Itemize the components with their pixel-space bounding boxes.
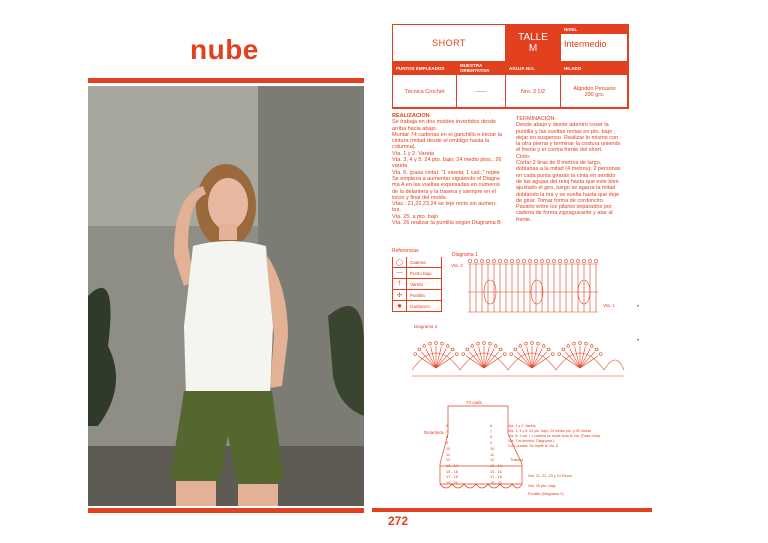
bullet-icon: • bbox=[637, 338, 640, 344]
terminacion-line: Desde abajo y desde adentro coser la bbox=[516, 122, 609, 129]
picot-mark bbox=[429, 342, 432, 345]
schematic-right-number: 15 - 16 bbox=[490, 469, 502, 474]
picot-mark bbox=[435, 342, 438, 345]
picot-mark bbox=[595, 348, 598, 351]
legend-name: Vareta bbox=[410, 281, 423, 287]
chain-mark bbox=[594, 259, 597, 262]
terminacion-line: el frente y el contra frente del short. bbox=[516, 147, 603, 154]
picot-mark bbox=[494, 345, 497, 348]
picot-mark bbox=[514, 348, 517, 351]
chain-mark bbox=[540, 259, 543, 262]
picot-mark bbox=[446, 345, 449, 348]
picot-mark bbox=[567, 345, 570, 348]
diagram2-title: Diagrama 2 bbox=[414, 324, 438, 329]
legend-title: Referencias bbox=[392, 248, 419, 254]
bobble-icon: ✹ bbox=[393, 301, 407, 311]
talle-value: M bbox=[528, 43, 538, 54]
realizacion-line: Vta. 6: (pasa cinta): "1 vareta; 1 cad.;" repite bbox=[392, 169, 500, 176]
terminacion-section bbox=[516, 116, 628, 223]
chain-mark bbox=[492, 259, 495, 262]
realizacion-heading: REALIZACION bbox=[392, 113, 430, 119]
chain-mark bbox=[534, 259, 537, 262]
realizacion-line: columna). bbox=[392, 144, 417, 151]
schematic-right-number: 12 bbox=[490, 458, 495, 463]
terminacion-line: doblando la tira y se suelta hasta que deje bbox=[516, 191, 620, 198]
diagram1-chart bbox=[462, 258, 602, 318]
double-crochet-icon: † bbox=[393, 279, 407, 289]
chain-mark bbox=[498, 259, 501, 262]
schematic-right-number: 8 bbox=[490, 435, 493, 440]
stitch-legend bbox=[392, 248, 442, 312]
picot-mark bbox=[519, 345, 522, 348]
picot-mark bbox=[462, 353, 465, 356]
schematic-left-number: 11 bbox=[446, 452, 450, 457]
diagram2-chart bbox=[408, 330, 628, 386]
nivel-value: Intermedio bbox=[564, 39, 607, 49]
schematic-left-number: 12 bbox=[446, 458, 451, 463]
legend-row bbox=[392, 268, 442, 279]
realizacion-line: vareta bbox=[392, 163, 408, 170]
terminacion-line: la otra pierna y terminar la costura uniendo bbox=[516, 141, 621, 148]
model-photo bbox=[88, 86, 364, 506]
schematic-note: Vta. 3, 4 y 5: 24 pto. bajo; 24 medio pto. y 26 Vareta bbox=[508, 429, 591, 433]
schematic-right-number: 7 bbox=[490, 429, 493, 434]
col-muestra: MUESTRA ORIENTATIVA bbox=[456, 61, 506, 75]
schematic-puntilla: Puntilla (Diagrama 2) bbox=[528, 492, 564, 496]
realizacion-line: tos. bbox=[392, 207, 401, 214]
picot-mark bbox=[562, 348, 565, 351]
diagram1-vta2: Vta. 2 bbox=[451, 263, 463, 268]
schematic-left-number: 15 - 16 bbox=[446, 469, 458, 474]
picot-mark bbox=[547, 348, 550, 351]
schematic-right-number: 17 - 18 bbox=[490, 475, 502, 480]
legend-name: Puntilla bbox=[410, 292, 425, 298]
val-hilado-2: 290 grs. bbox=[584, 91, 605, 98]
schematic-right-number: 10 bbox=[490, 446, 495, 451]
chain-mark bbox=[552, 259, 555, 262]
garment-title: SHORT bbox=[432, 38, 466, 48]
schematic-top-width: 74 cads. bbox=[466, 400, 484, 405]
legend-row bbox=[392, 279, 442, 290]
schematic-recto: Vta. 21, 22, 23 y 24 Recto bbox=[528, 474, 572, 478]
realizacion-line: Se trabaja en dos moldes invertidos desde bbox=[392, 119, 496, 126]
schematic-left-number: 17 - 18 bbox=[446, 475, 458, 480]
chain-mark bbox=[468, 259, 471, 262]
page-bottom-bar bbox=[372, 508, 652, 512]
col-aguja: AGUJA Nro. bbox=[505, 61, 561, 75]
chain-mark bbox=[510, 259, 513, 262]
chain-mark bbox=[522, 259, 525, 262]
realizacion-line: Vta. 26 realizar la puntilla según Diagrama B bbox=[392, 220, 501, 227]
picot-mark bbox=[542, 345, 545, 348]
terminacion-line: en cada punta girarán la cinta en sentido bbox=[516, 172, 616, 179]
picot-mark bbox=[451, 348, 454, 351]
picot-mark bbox=[414, 353, 417, 356]
picot-mark bbox=[590, 345, 593, 348]
val-aguja: Nro. 3 1/2 bbox=[505, 74, 561, 109]
bullet-icon: • bbox=[637, 304, 640, 310]
terminacion-line: Cinto: bbox=[516, 153, 531, 160]
realizacion-line: de la delantera y la trasera y siempre en el bbox=[392, 188, 496, 195]
legend-row bbox=[392, 257, 442, 268]
terminacion-line: de girar. Tomar forma de cordoncito. bbox=[516, 197, 605, 204]
photo-bottom-bar bbox=[88, 508, 364, 513]
legend-row bbox=[392, 301, 442, 312]
picot-mark bbox=[558, 353, 561, 356]
val-muestra: —— bbox=[456, 74, 506, 109]
picot-mark bbox=[531, 342, 534, 345]
picot-mark bbox=[455, 353, 458, 356]
nivel-label: NIVEL bbox=[561, 25, 628, 34]
schematic-note: Vta. 7 al término: Diagrama 1 bbox=[508, 439, 555, 443]
realizacion-line: inicio y final del molde. bbox=[392, 194, 448, 201]
chain-mark bbox=[582, 259, 585, 262]
schematic-left-number: 7 bbox=[446, 429, 449, 434]
legend-row bbox=[392, 290, 442, 301]
schematic-left-number: 10 bbox=[446, 446, 451, 451]
schematic-right-number: 13 - 14 bbox=[490, 463, 502, 468]
col-hilado: HILADO bbox=[560, 61, 629, 75]
chain-mark bbox=[558, 259, 561, 262]
terminacion-line: ajustado el giro, luego se agarra la mitad bbox=[516, 185, 616, 192]
chain-mark bbox=[576, 259, 579, 262]
realizacion-line: Se empieza a aumentar siguiendo el Diagra- bbox=[392, 175, 501, 182]
terminacion-line: doblarlas a la mitad (4 metros); 2 personas bbox=[516, 166, 621, 173]
chain-mark bbox=[474, 259, 477, 262]
terminacion-line: de las agujas del reloj hasta que este bien bbox=[516, 178, 619, 185]
picot-mark bbox=[585, 342, 588, 345]
picot-mark bbox=[477, 342, 480, 345]
brand-logo: nube bbox=[190, 34, 259, 65]
talle-label: TALLE bbox=[518, 32, 548, 43]
schematic-note: Con. puntas. Se repite la Vta. 8 bbox=[508, 444, 558, 448]
realizacion-line: Montar 74 cadenas en el ganchillo e iniciar la bbox=[392, 131, 503, 138]
picot-mark bbox=[510, 353, 513, 356]
picot-mark bbox=[503, 353, 506, 356]
picot-mark bbox=[483, 342, 486, 345]
realizacion-line: arriba hacia abajo. bbox=[392, 125, 438, 132]
schematic-right-number: 6 bbox=[490, 424, 493, 428]
picot-mark bbox=[471, 345, 474, 348]
picot-mark bbox=[573, 342, 576, 345]
schematic-note: Vta. 6: 1 var. / 1 cadena se repite toda la Vta. (Pasa cinta) bbox=[508, 434, 601, 438]
schematic-left-number: 9 bbox=[446, 441, 449, 446]
legend-name: Cadena bbox=[410, 259, 426, 265]
realizacion-line: Vtas.: 21,22,23,24 se teje recto sin aumen- bbox=[392, 201, 497, 208]
picot-mark bbox=[441, 342, 444, 345]
realizacion-line: Vta. 1 y 2: Vareta bbox=[392, 150, 435, 157]
schematic-left-number: 19 - 20 bbox=[446, 481, 458, 486]
terminacion-line: Cortar 2 tiras de 8 metros de largo, bbox=[516, 160, 602, 167]
schematic-right-number: 19 - 20 bbox=[490, 481, 502, 486]
terminacion-line: cadena de forma zigzagueante y atar al bbox=[516, 210, 613, 217]
diagram1-title: Diagrama 1 bbox=[452, 252, 478, 258]
picot-mark bbox=[489, 342, 492, 345]
photo-top-bar bbox=[88, 78, 364, 83]
chain-mark bbox=[588, 259, 591, 262]
schematic-vta25: Vta. 25 pto. bajo bbox=[528, 484, 556, 488]
chain-mark bbox=[480, 259, 483, 262]
schematic-left-number: 6 bbox=[446, 424, 449, 428]
terminacion-line: frente. bbox=[516, 216, 532, 223]
chain-mark bbox=[546, 259, 549, 262]
col-puntos: PUNTOS EMPLEADOS bbox=[392, 61, 457, 75]
picot-mark bbox=[551, 353, 554, 356]
schematic-left-number: 8 bbox=[446, 435, 449, 440]
chain-mark bbox=[570, 259, 573, 262]
pattern-header-table bbox=[392, 24, 628, 108]
page-number: 272 bbox=[388, 514, 409, 528]
schematic-note: Vta. 1 y 2: Vareta bbox=[508, 424, 536, 428]
realizacion-line: cintura (mitad desde el ombligo hasta la bbox=[392, 138, 490, 145]
picot-mark bbox=[466, 348, 469, 351]
picot-mark bbox=[423, 345, 426, 348]
schematic-trasera: Trasera bbox=[510, 458, 523, 462]
picot-mark bbox=[525, 342, 528, 345]
terminacion-line: puntilla y las vueltas rectas en pto. bajo ; bbox=[516, 128, 616, 135]
chain-mark bbox=[504, 259, 507, 262]
picot-icon: ✣ bbox=[393, 290, 407, 300]
realizacion-line: Vta. 25: a pto. bajo bbox=[392, 213, 439, 220]
schematic-left-number: 13 - 14 bbox=[446, 463, 458, 468]
chain-icon: ◯ bbox=[393, 257, 407, 267]
schematic-side-label: Delantera bbox=[424, 430, 444, 435]
val-hilado-1: Algodón Peruano bbox=[573, 85, 616, 92]
terminacion-line: Pasarlo entre los pilares separados por bbox=[516, 204, 612, 211]
schematic-right-number: 11 bbox=[490, 452, 494, 457]
picot-mark bbox=[599, 353, 602, 356]
single-crochet-icon: — bbox=[393, 268, 407, 278]
chain-mark bbox=[516, 259, 519, 262]
picot-mark bbox=[579, 342, 582, 345]
val-puntos: Técnica Crochet bbox=[392, 74, 457, 109]
legend-name: Garbanzo bbox=[410, 303, 430, 309]
realizacion-section bbox=[392, 113, 510, 226]
picot-mark bbox=[499, 348, 502, 351]
terminacion-line: dejar en suspenso. Realizar lo mismo con bbox=[516, 134, 619, 141]
chain-mark bbox=[528, 259, 531, 262]
realizacion-line: Vta. 3, 4 y 5: 24 pto. bajo; 24 medio ptos.; 26 bbox=[392, 157, 502, 164]
schematic-right-number: 9 bbox=[490, 441, 493, 446]
picot-mark bbox=[418, 348, 421, 351]
legend-name: Punto bajo bbox=[410, 270, 432, 276]
realizacion-line: ma A en las vueltas expresadas en números bbox=[392, 182, 500, 189]
chain-mark bbox=[564, 259, 567, 262]
terminacion-heading: TERMINACIÓN: bbox=[516, 116, 557, 122]
chain-mark bbox=[486, 259, 489, 262]
picot-mark bbox=[537, 342, 540, 345]
diagram1-vta1: Vta. 1 bbox=[603, 303, 615, 308]
